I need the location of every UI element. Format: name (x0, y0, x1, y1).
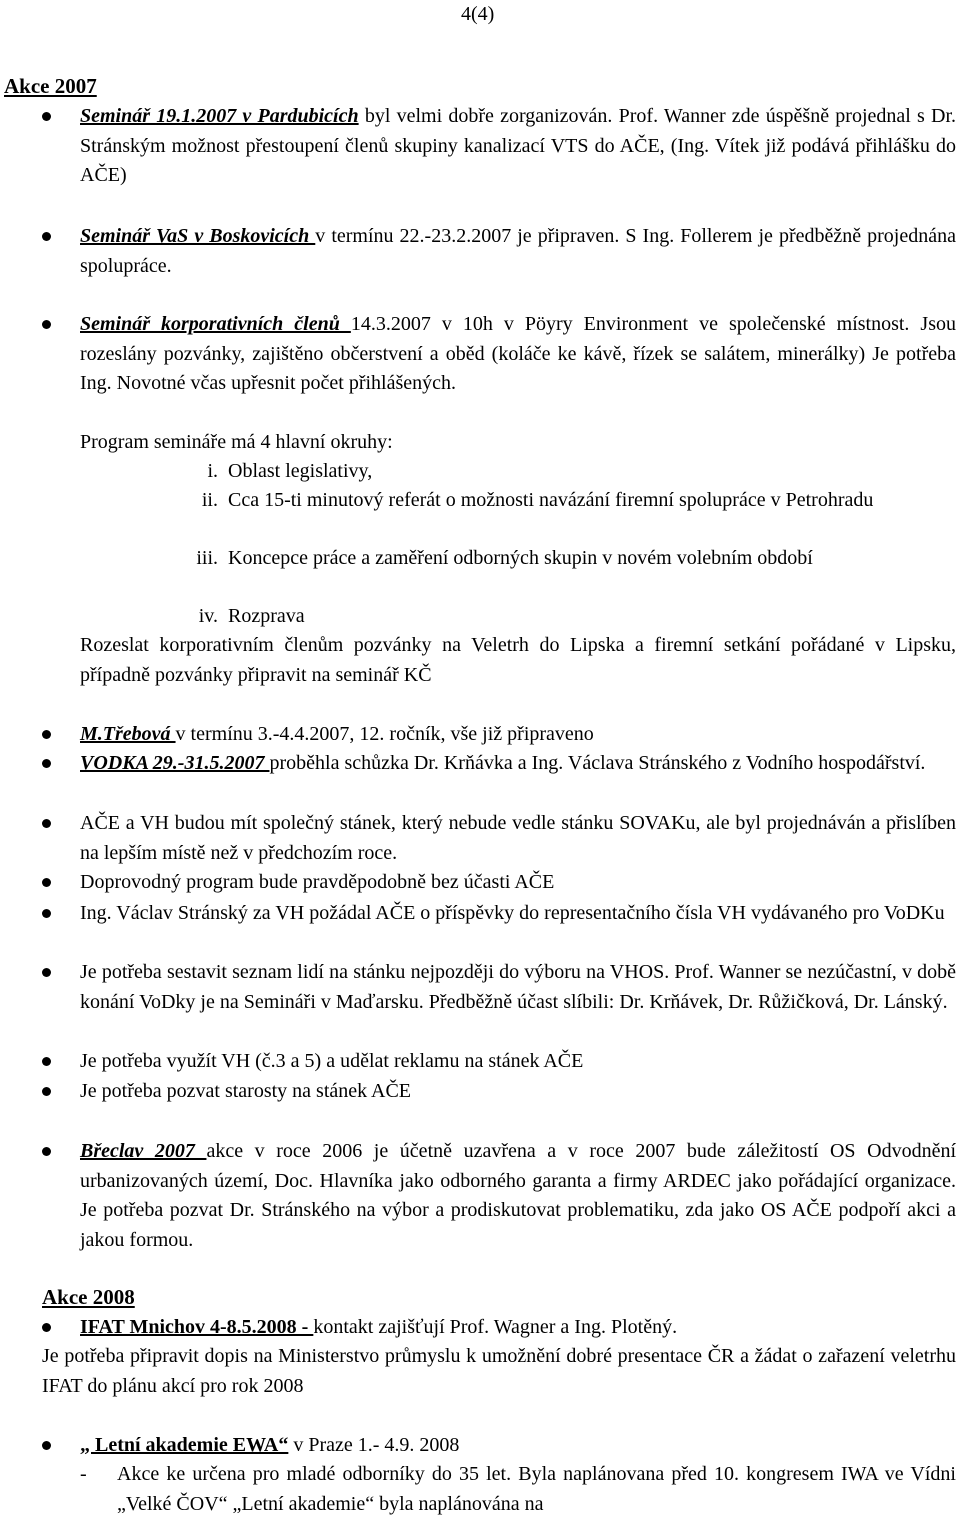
dash-text: Akce ke určena pro mladé odborníky do 35 let. Byla naplánovana před 10. kongresem IWA ve Vídni „Velké ČOV“ „Letní akademie“ byla naplánována na (117, 1463, 956, 1515)
list-item-letni-akademie (80, 1431, 956, 1461)
heading-akce-2008: Akce 2008 (42, 1285, 135, 1309)
list-item-starostove: Je potřeba pozvat starosty na stánek AČE (80, 1077, 956, 1107)
item-title: Seminář 19.1.2007 v Pardubicích (80, 105, 359, 127)
dash-item-akce (80, 1460, 956, 1520)
program-intro: Program semináře má 4 hlavní okruhy: (80, 431, 393, 453)
list-item-reklama: Je potřeba využít VH (č.3 a 5) a udělat reklamu na stánek AČE (80, 1047, 956, 1077)
item-title: IFAT Mnichov 4-8.5.2008 - (80, 1316, 314, 1338)
program-text: Koncepce práce a zaměření odborných skupin v novém volebním období (228, 547, 813, 569)
program-text: Oblast legislativy, (228, 460, 373, 482)
item-text: v Praze 1.- 4.9. 2008 (288, 1434, 460, 1456)
item-title: VODKA 29.-31.5.2007 (80, 752, 270, 774)
program-item (80, 602, 956, 631)
program-text: Cca 15-ti minutový referát o možnosti navázání firemní spolupráce v Petrohradu (228, 489, 874, 511)
dash-marker: - (80, 1463, 87, 1485)
list-item-seminar-pardubice (80, 102, 956, 191)
list-item-stanek: AČE a VH budou mít společný stánek, který nebude vedle stánku SOVAKu, ale byl projednáván a přislíben na lepším místě než v předchozím roce. (80, 809, 956, 868)
program-text: Rozprava (228, 605, 305, 627)
list-item-seminar-boskovice (80, 222, 956, 281)
item-title: Břeclav 2007 (80, 1140, 207, 1162)
list-item-breclav (80, 1137, 956, 1255)
program-num: i. (207, 460, 218, 482)
item-text: akce v roce 2006 je účetně uzavřena a v roce 2007 bude záležitostí OS Odvodnění urbanizovaných území, Doc. Hlavníka jako odborného garanta a firmy ARDEC jako pořádající organizace. Je potřeba pozvat Dr. Stránského na výbor a prodiskutovat problematiku, zda jako OS AČE podpoří akci a jakou formou. (80, 1140, 956, 1251)
item-text: 14.3.2007 v 10h v Pöyry Environment ve společenské místnost. Jsou rozeslány pozvánky, zajištěno občerstvení a oběd (koláče ke kávě, řízek se salátem, minerálky) Je potřeba Ing. Novotné včas upřesnit počet přihlášených. (80, 313, 956, 394)
program-num: ii. (201, 489, 218, 511)
item-text: byl velmi dobře zorganizován. Prof. Wanner zde úspěšně projednal s Dr. Stránským možnost přestoupení členů skupiny kanalizací VTS do AČE, (Ing. Vítek již podává přihlášku do AČE) (80, 105, 956, 186)
program-item (80, 457, 956, 486)
program-item (80, 544, 956, 602)
item-title: Seminář korporativních členů (80, 313, 351, 335)
item-title: „ Letní akademie EWA“ (80, 1434, 289, 1456)
list-item-seznam-lidi: Je potřeba sestavit seznam lidí na stánku nejpozději do výboru na VHOS. Prof. Wanner se nezúčastní, v době konání VoDky je na Semináři v Maďarsku. Předběžně účast slíbili: Dr. Krňávek, Dr. Růžičková, Dr. Lánský. (80, 958, 956, 1017)
item-title: Seminář VaS v Boskovicích (80, 225, 316, 247)
item-text: kontakt zajišťují Prof. Wagner a Ing. Plotěný. (313, 1316, 678, 1338)
list-item-vodka (80, 749, 956, 779)
program-note: Rozeslat korporativním členům pozvánky na Veletrh do Lipska a firemní setkání pořádané v Lipsku, případně pozvánky připravit na seminář KČ (80, 634, 956, 686)
list-item-seminar-korporativni (80, 310, 956, 399)
item-title: M.Třebová (80, 723, 176, 745)
item-text: v termínu 22.-23.2.2007 je připraven. S Ing. Follerem je předběžně projednána spolupráce. (80, 225, 956, 277)
item-text: v termínu 3.-4.4.2007, 12. ročník, vše již připraveno (175, 723, 594, 745)
heading-akce-2007: Akce 2007 (4, 74, 97, 98)
program-num: iii. (196, 547, 218, 569)
program-item (80, 486, 956, 544)
list-item-m-trebova (80, 720, 956, 750)
page-number: 4(4) (461, 3, 495, 25)
list-item-ifat (80, 1313, 956, 1343)
item-text: proběhla schůzka Dr. Krňávka a Ing. Václava Stránského z Vodního hospodářství. (269, 752, 926, 774)
list-item-doprovodny-program: Doprovodný program bude pravděpodobně bez účasti AČE (80, 868, 956, 898)
list-item-prispevky: Ing. Václav Stránský za VH požádal AČE o příspěvky do representačního čísla VH vydávaného pro VoDKu (80, 899, 956, 929)
ifat-note: Je potřeba připravit dopis na Ministerstvo průmyslu k umožnění dobré presentace ČR a žádat o zařazení veletrhu IFAT do plánu akcí pro rok 2008 (42, 1345, 956, 1397)
program-num: iv. (198, 605, 218, 627)
